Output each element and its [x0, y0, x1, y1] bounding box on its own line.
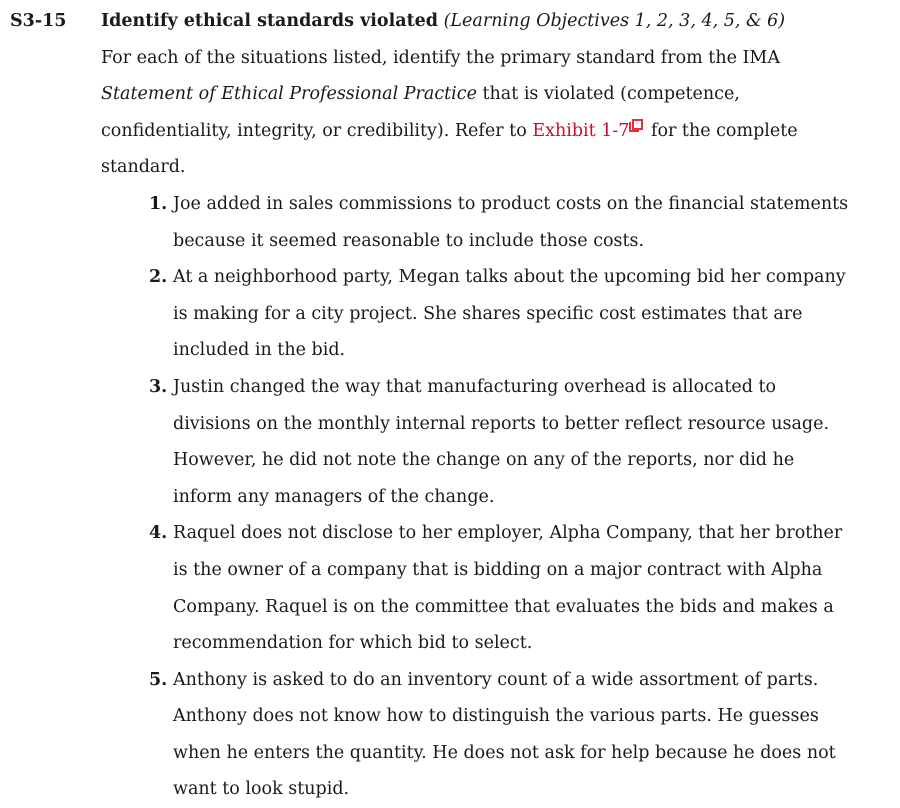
list-item [149, 186, 849, 259]
item-text: Anthony is asked to do an inventory count of a wide assortment of parts. Anthony does not know how to distinguish the various parts. He guesses when he enters the quantity. He does not ask for help because he does not want to look stupid. [173, 669, 836, 800]
instructions-text: For each of the situations listed, identify the primary standard from the IMA [101, 47, 780, 68]
learning-objectives: (Learning Objectives 1, 2, 3, 4, 5, & 6) [443, 11, 786, 31]
exhibit-link[interactable]: Exhibit 1-7 [532, 120, 630, 141]
item-text: Raquel does not disclose to her employer, Alpha Company, that her brother is the owner of a company that is bidding on a major contract with Alpha Company. Raquel is on the committee that evaluates the bids and makes a recommendation for which bid to select. [173, 523, 843, 654]
exercise-title: Identify ethical standards violated [101, 11, 439, 31]
item-number: 3. [149, 376, 168, 397]
list-item [149, 259, 849, 369]
item-text: At a neighborhood party, Megan talks about the upcoming bid her company is making for a city project. She shares specific cost estimates that are included in the bid. [173, 267, 846, 361]
item-text: Joe added in sales commissions to product costs on the financial statements because it seemed reasonable to include those costs. [173, 193, 849, 251]
item-number: 5. [149, 669, 168, 690]
item-number: 2. [149, 267, 168, 288]
item-text: Justin changed the way that manufacturing overhead is allocated to divisions on the monthly internal reports to better reflect resource usage. However, he did not note the change on any of the reports, nor did he inform any managers of the change. [173, 376, 830, 507]
statement-title: Statement of Ethical Professional Practice [101, 84, 477, 105]
instructions-text: that is violated (competence, confidentiality, integrity, or credibility). Refer to [101, 84, 740, 141]
instructions-text: for the complete standard. [101, 120, 798, 178]
situations-list [101, 186, 849, 808]
item-number: 1. [149, 193, 168, 214]
item-number: 4. [149, 523, 168, 544]
exercise-instructions [101, 40, 801, 186]
list-item [149, 515, 849, 661]
exercise-number: S3-15 [10, 11, 67, 31]
exercise-content [101, 3, 891, 808]
external-window-icon[interactable] [629, 119, 642, 132]
list-item [149, 662, 849, 808]
exercise-heading [101, 3, 891, 40]
list-item [149, 369, 849, 515]
